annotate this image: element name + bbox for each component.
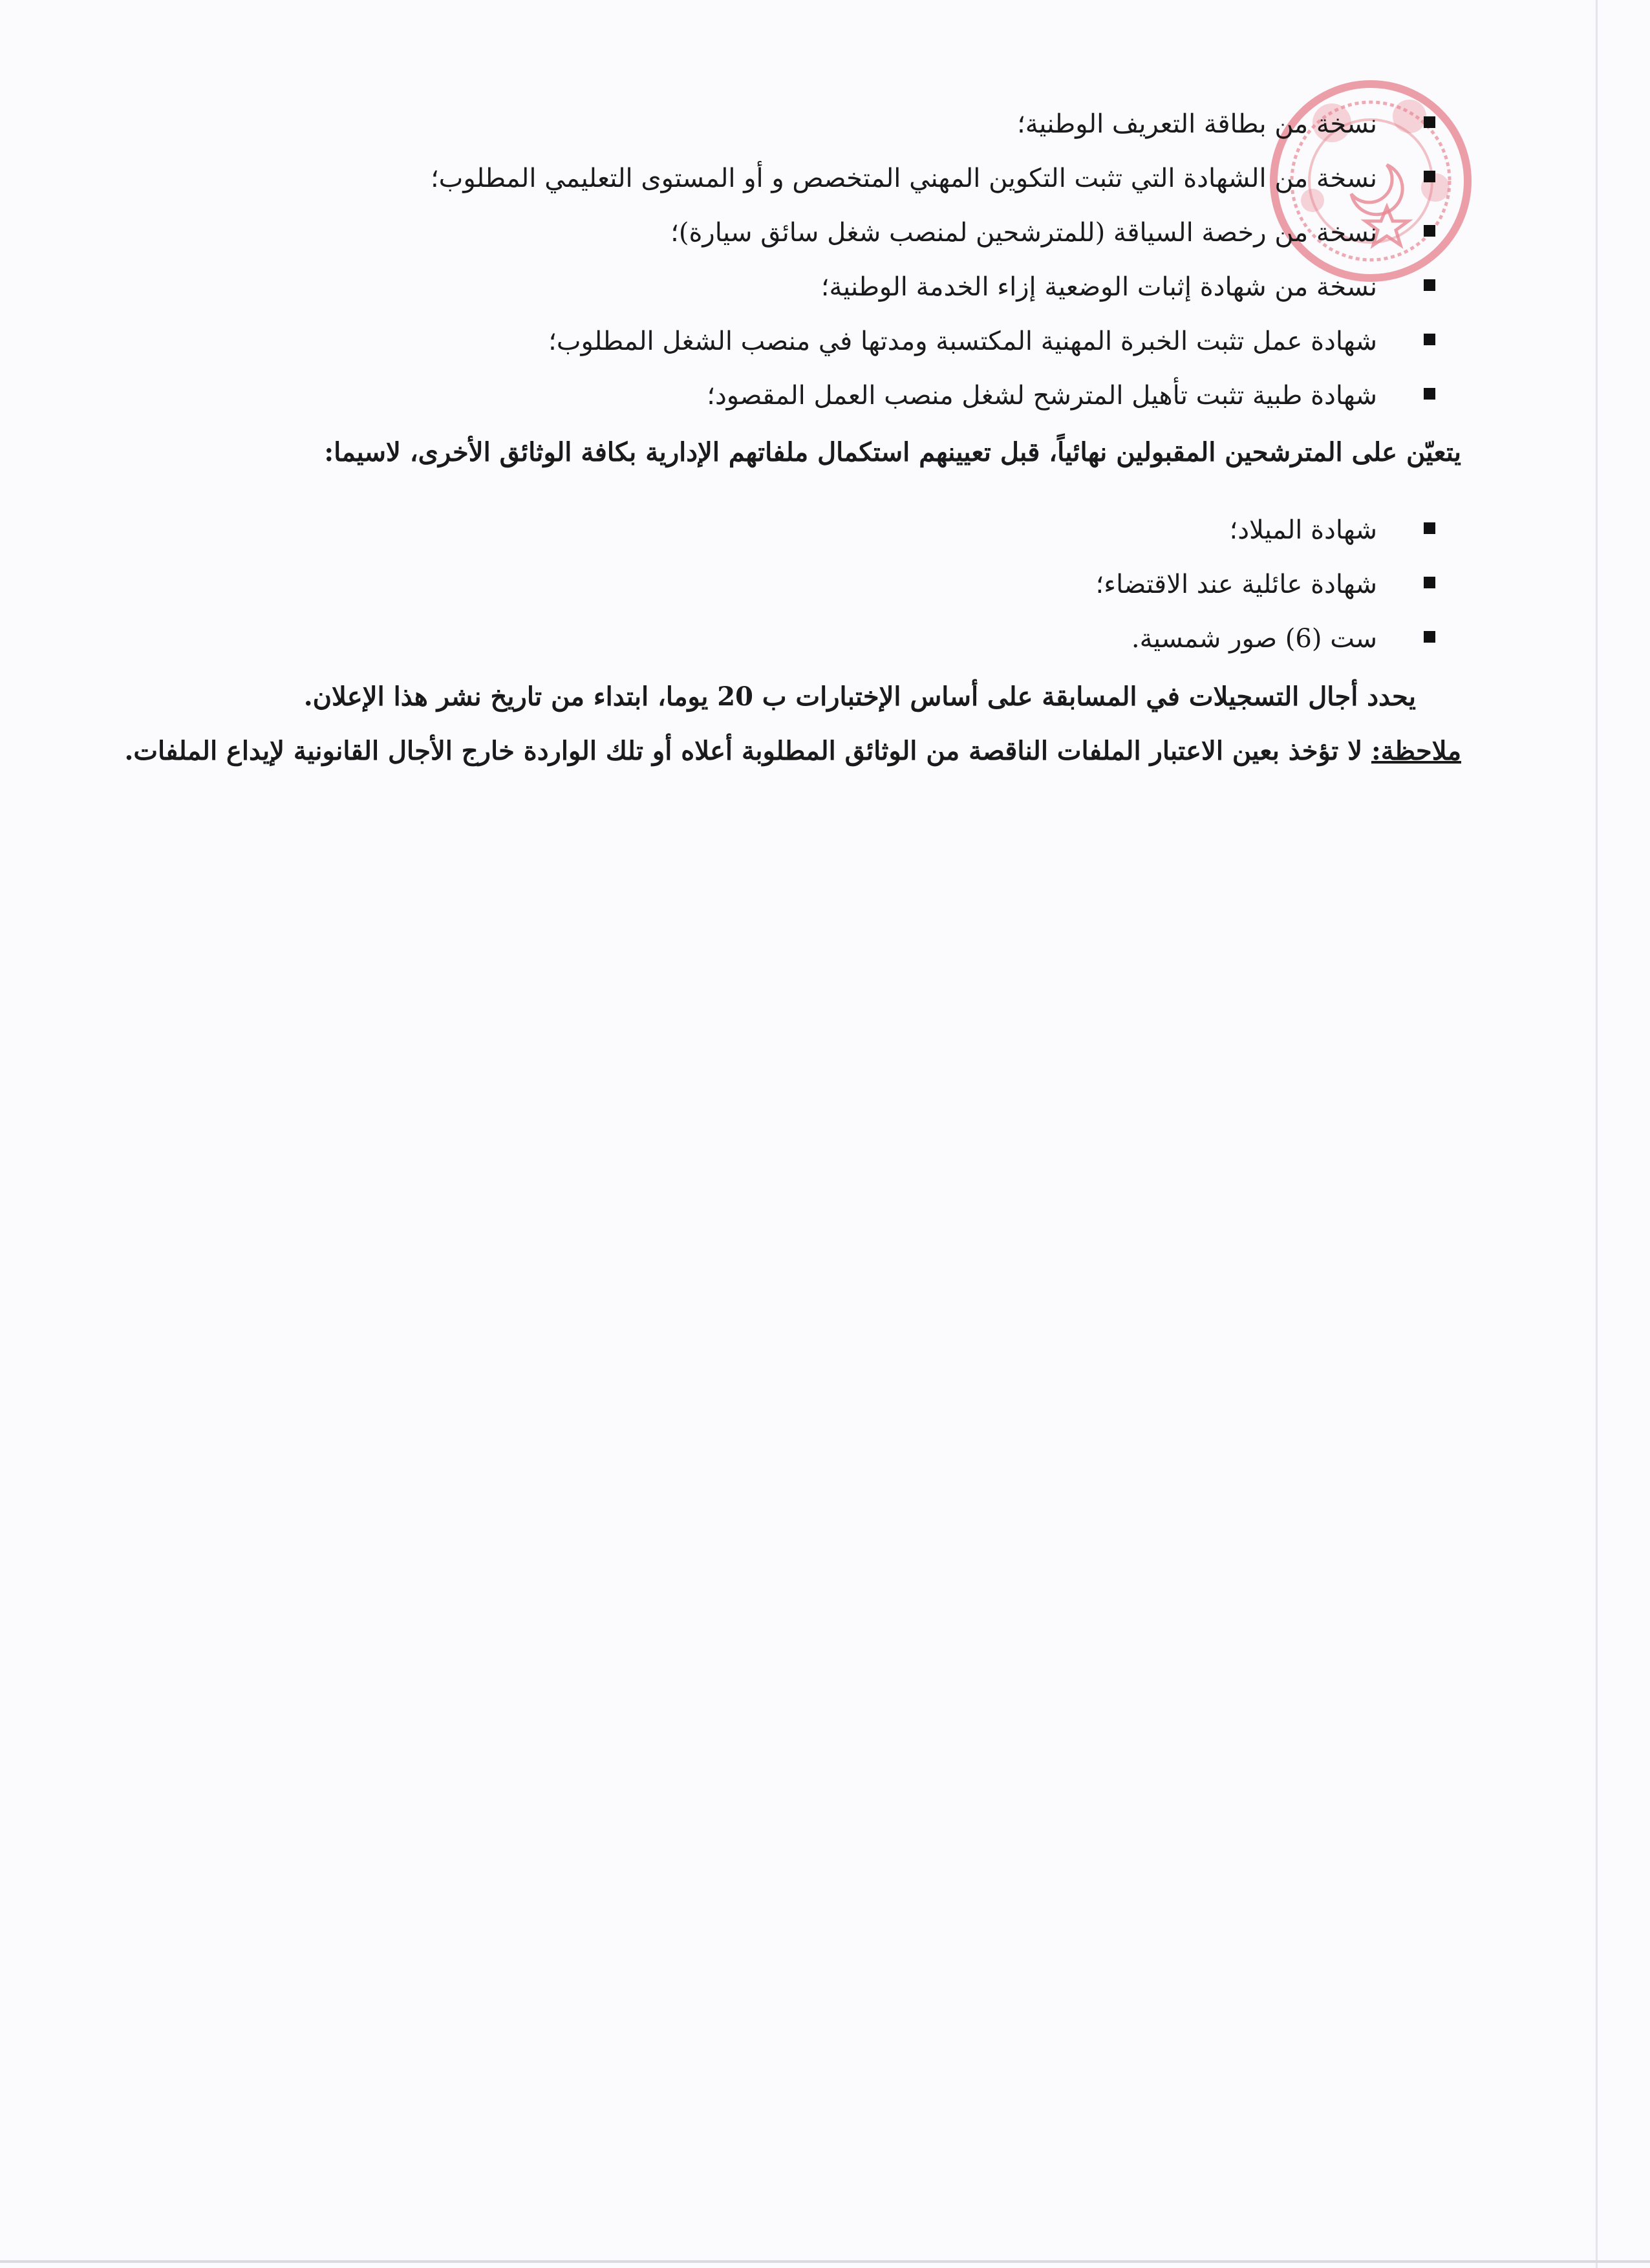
list-item [78, 369, 1461, 423]
list-item [78, 260, 1461, 314]
note-paragraph [78, 724, 1461, 778]
list-item-text: نسخة من الشهادة التي تثبت التكوين المهني المتخصص و أو المستوى التعليمي المطلوب؛ [430, 164, 1377, 193]
list-item-text: شهادة الميلاد؛ [1229, 515, 1377, 545]
document-body [78, 97, 1461, 778]
note-text: لا تؤخذ بعين الاعتبار الملفات الناقصة من الوثائق المطلوبة أعلاه أو تلك الواردة خارج الأجال القانونية لإيداع الملفات. [124, 736, 1371, 766]
square-bullet-icon [1424, 334, 1435, 345]
square-bullet-icon [1424, 171, 1435, 182]
list-item [78, 503, 1461, 557]
list-item-text: نسخة من بطاقة التعريف الوطنية؛ [1017, 109, 1377, 139]
list-item [78, 151, 1461, 206]
square-bullet-icon [1424, 116, 1435, 128]
list-item [78, 97, 1461, 151]
list-item [78, 612, 1461, 666]
list-item [78, 557, 1461, 612]
square-bullet-icon [1424, 577, 1435, 588]
required-documents-list [78, 97, 1461, 423]
square-bullet-icon [1424, 279, 1435, 291]
list-item-text: ست (6) صور شمسية. [1131, 624, 1377, 654]
list-item [78, 206, 1461, 260]
list-item-text: نسخة من رخصة السياقة (للمترشحين لمنصب شغل سائق سيارة)؛ [670, 218, 1377, 248]
list-item-text: شهادة طبية تثبت تأهيل المترشح لشغل منصب العمل المقصود؛ [707, 381, 1377, 411]
list-item-text: نسخة من شهادة إثبات الوضعية إزاء الخدمة الوطنية؛ [820, 272, 1377, 302]
square-bullet-icon [1424, 388, 1435, 400]
list-item [78, 314, 1461, 369]
list-item-text: شهادة عمل تثبت الخبرة المهنية المكتسبة ومدتها في منصب الشغل المطلوب؛ [548, 326, 1377, 356]
square-bullet-icon [1424, 522, 1435, 534]
page-edge-right [1596, 0, 1598, 2268]
square-bullet-icon [1424, 631, 1435, 643]
page-edge-bottom [0, 2260, 1650, 2263]
square-bullet-icon [1424, 225, 1435, 237]
additional-documents-list [78, 503, 1461, 666]
deadline-paragraph: يحدد أجال التسجيلات في المسابقة على أساس الإختبارات ب 20 يوما، ابتداء من تاريخ نشر هذا الإعلان. [303, 681, 1416, 712]
list-item-text: شهادة عائلية عند الاقتضاء؛ [1095, 570, 1377, 599]
requirement-paragraph: يتعيّن على المترشحين المقبولين نهائياً، قبل تعيينهم استكمال ملفاتهم الإدارية بكافة الوثائق الأخرى، لاسيما: [324, 437, 1461, 467]
note-label: ملاحظة: [1371, 736, 1461, 766]
